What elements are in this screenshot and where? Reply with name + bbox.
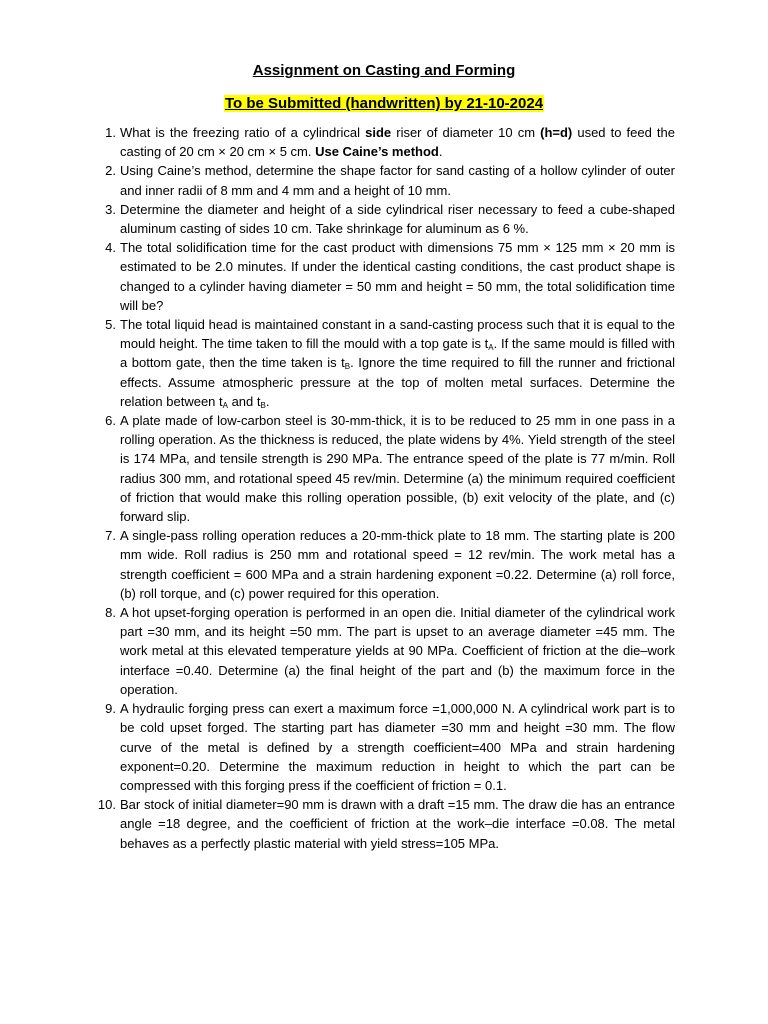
question-text: Determine the diameter and height of a side cylindrical riser necessary to feed a cube-shaped aluminum casting of sides 10 cm. Take shrinkage for aluminum as 6 %.	[120, 201, 675, 237]
question-text: A hydraulic forging press can exert a maximum force =1,000,000 N. A cylindrical work part is to be cold upset forged. The starting part has diameter =30 mm and height =30 mm. The flow curve of the metal is defined by a strength coefficient=400 MPa and strain hardening exponent=0.20. Determine the maximum reduction in height to which the part can be compressed with this forging press if the coefficient of friction = 0.1.	[120, 701, 675, 793]
question-number: 5.	[105, 317, 116, 333]
question-number: 9.	[105, 701, 116, 717]
question-number: 7.	[105, 528, 116, 544]
question-list	[94, 123, 675, 853]
assignment-title: Assignment on Casting and Forming	[252, 62, 516, 79]
question-item	[94, 603, 675, 699]
question-number: 1.	[105, 125, 116, 140]
question-item	[94, 238, 675, 315]
question-text: A single-pass rolling operation reduces a 20-mm-thick plate to 18 mm. The starting plate is 200 mm wide. Roll radius is 250 mm and rotational speed = 12 rev/min. The work metal has a strength coefficient = 600 MPa and a strain hardening exponent =0.22. Determine (a) roll force, (b) roll torque, and (c) power required for this operation.	[120, 528, 675, 601]
question-text: The total solidification time for the cast product with dimensions 75 mm × 125 mm × 20 mm is estimated to be 2.0 minutes. If under the identical casting conditions, the cast product shape is changed to a cylinder having diameter = 50 mm and height = 50 mm, the total solidification time will be?	[120, 240, 675, 313]
question-item	[94, 795, 675, 853]
question-number: 4.	[105, 240, 116, 256]
question-number: 3.	[105, 201, 116, 217]
question-text: Using Caine’s method, determine the shape factor for sand casting of a hollow cylinder of outer and inner radii of 8 mm and 4 mm and a height of 10 mm.	[120, 163, 675, 198]
question-item	[94, 526, 675, 603]
question-text: The total liquid head is maintained constant in a sand-casting process such that it is equal to the mould height. The time taken to fill the mould with a top gate is $t_A$. If the same mould is filled with a bottom gate, then the time taken is $t_B$. Ignore the time required to fill the runner and frictional effects. Assume atmospheric pressure at the top of molten metal surfaces. Determine the relation between $t_A$ and $t_B$.	[120, 317, 675, 410]
question-number: 8.	[105, 605, 116, 621]
submission-deadline-highlight: To be Submitted (handwritten) by 21-10-2024	[224, 95, 544, 112]
question-number: 10.	[97, 797, 116, 813]
question-number: 6.	[105, 413, 116, 429]
question-item	[94, 161, 675, 199]
question-text: What is the freezing ratio of a cylindrical side riser of diameter 10 cm (h=d) used to feed the casting of 20 cm × 20 cm × 5 cm. Use Caine’s method.	[120, 125, 675, 160]
submission-notice	[0, 94, 768, 114]
question-item	[94, 315, 675, 411]
question-text: Bar stock of initial diameter=90 mm is drawn with a draft =15 mm. The draw die has an entrance angle =18 degree, and the coefficient of friction at the work–die interface =0.08. The metal behaves as a perfectly plastic material with yield stress=105 MPa.	[120, 797, 675, 851]
question-item	[94, 200, 675, 238]
question-text: A plate made of low-carbon steel is 30-mm-thick, it is to be reduced to 25 mm in one pass in a rolling operation. As the thickness is reduced, the plate widens by 4%. Yield strength of the steel is 174 MPa, and tensile strength is 290 MPa. The entrance speed of the plate is 77 m/min. Roll radius 300 mm, and rotational speed 45 rev/min. Determine (a) the minimum required coefficient of friction that would make this rolling operation possible, (b) exit velocity of the plate, and (c) forward slip.	[120, 413, 675, 525]
question-number: 2.	[105, 163, 116, 179]
question-item	[94, 411, 675, 526]
question-text: A hot upset-forging operation is performed in an open die. Initial diameter of the cylindrical work part =30 mm, and its height =50 mm. The part is upset to an average diameter =45 mm. The work metal at this elevated temperature yields at 90 MPa. Coefficient of friction at the die–work interface =0.40. Determine (a) the final height of the part and (b) the maximum force in the operation.	[120, 605, 675, 697]
question-item	[94, 699, 675, 795]
question-item	[94, 123, 675, 161]
